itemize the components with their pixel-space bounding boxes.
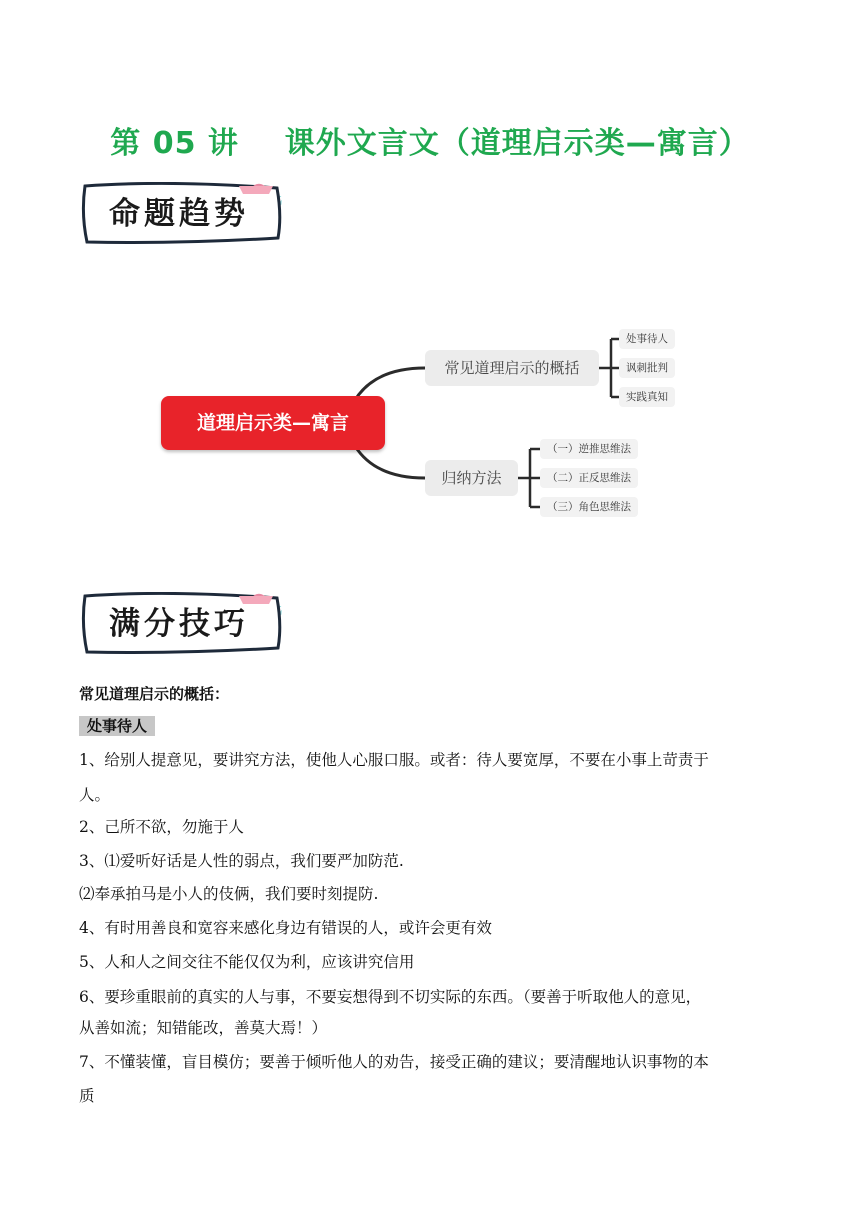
body-line: 3、⑴爱听好话是人性的弱点，我们要严加防范.: [79, 852, 404, 870]
mindmap-leaf: 实践真知: [619, 387, 675, 407]
body-line: 2、己所不欲，勿施于人: [79, 818, 244, 836]
document-title: 第 05 讲 课外文言文（道理启示类—寓言）: [110, 126, 750, 161]
body-line: 7、不懂装懂，盲目模仿；要善于倾听他人的劝告，接受正确的建议；要清醒地认识事物的本: [79, 1053, 709, 1071]
banner-skills: [79, 592, 289, 656]
mindmap-leaf: （一）逆推思维法: [540, 439, 638, 459]
section-heading: 常见道理启示的概括：: [79, 685, 230, 703]
mindmap-root: 道理启示类—寓言: [161, 396, 385, 450]
body-line: 6、要珍重眼前的真实的人与事，不要妄想得到不切实际的东西。（要善于听取他人的意见，: [79, 988, 702, 1006]
mindmap-leaf: 处事待人: [619, 329, 675, 349]
body-line: 质: [79, 1087, 95, 1105]
mindmap-leaf: （二）正反思维法: [540, 468, 638, 488]
subheading-highlight: 处事待人: [79, 716, 155, 736]
mindmap-leaf: （三）角色思维法: [540, 497, 638, 517]
mindmap-leaf: 讽刺批判: [619, 358, 675, 378]
body-line: ⑵奉承拍马是小人的伎俩，我们要时刻提防.: [79, 885, 379, 903]
body-line: 人。: [79, 786, 111, 804]
body-line: 1、给别人提意见，要讲究方法，使他人心服口服。或者：待人要宽厚，不要在小事上苛责于: [79, 751, 709, 769]
body-line: 5、人和人之间交往不能仅仅为利，应该讲究信用: [79, 953, 415, 971]
body-line: 从善如流；知错能改，善莫大焉！）: [79, 1019, 328, 1037]
banner-trend-label: 命题趋势: [109, 196, 249, 232]
banner-skills-label: 满分技巧: [109, 606, 249, 642]
body-line: 4、有时用善良和宽容来感化身边有错误的人，或许会更有效: [79, 919, 492, 937]
mindmap-branch-method: 归纳方法: [425, 460, 518, 496]
mindmap-branch-summary: 常见道理启示的概括: [425, 350, 599, 386]
subheading-wrap: [79, 715, 155, 737]
